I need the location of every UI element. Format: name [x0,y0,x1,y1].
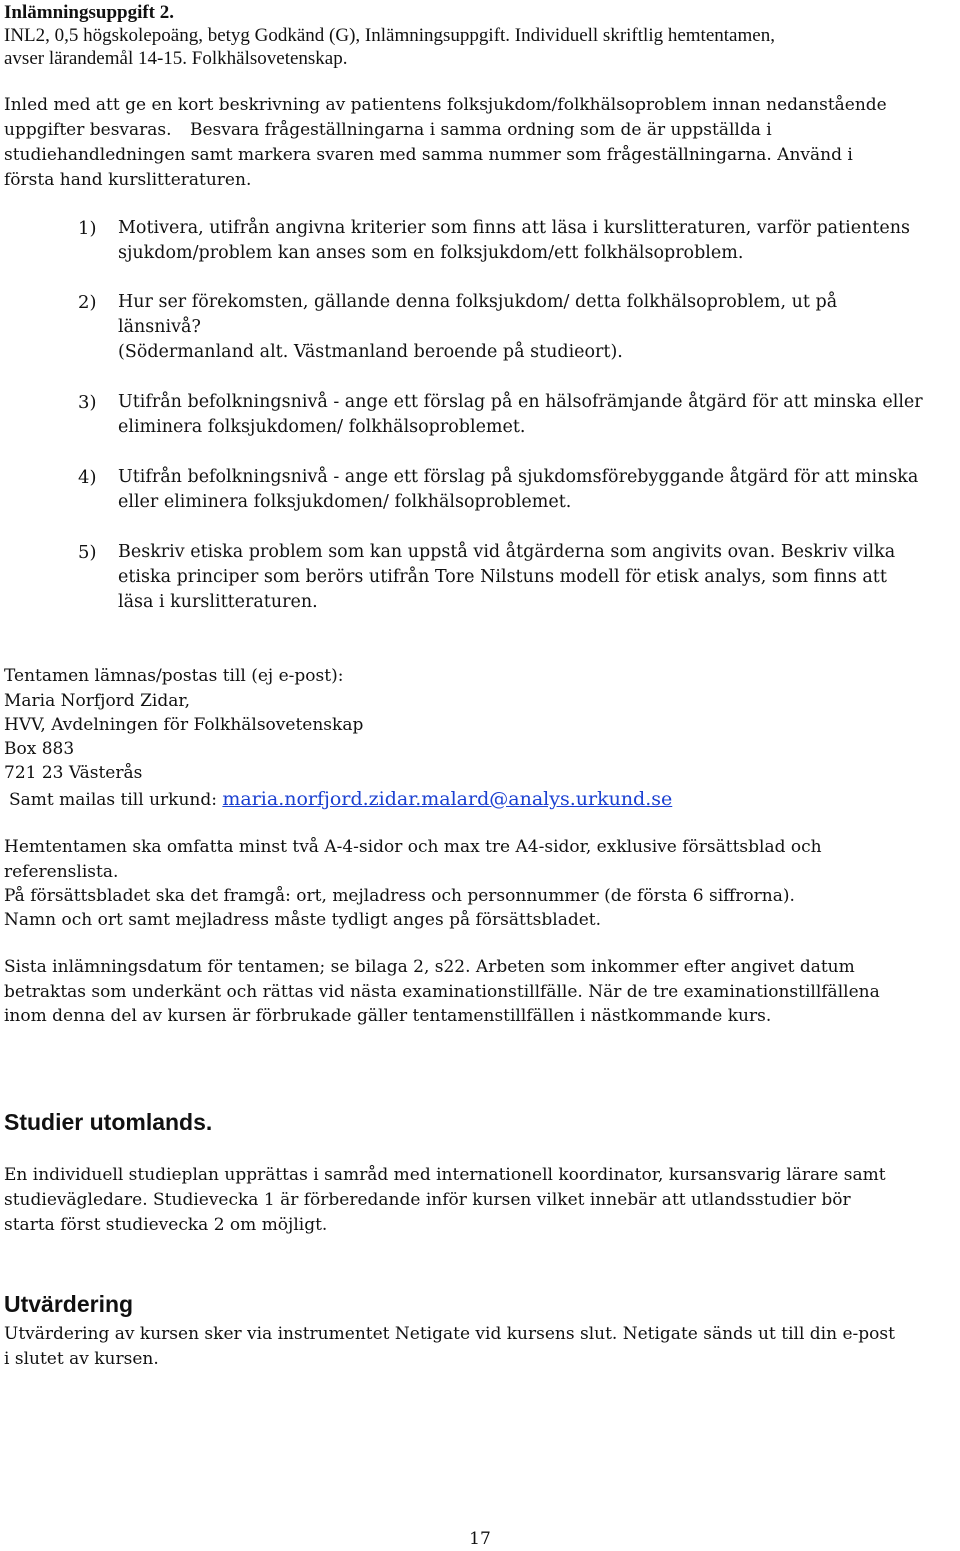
requirements-line-2: referenslista. [4,862,119,882]
question-number: 4) [78,467,97,488]
requirements-line-4: Namn och ort samt mejladress måste tydligt anges på försättsbladet. [4,910,602,930]
question-line: Utifrån befolkningsnivå - ange ett förslag på en hälsofrämjande åtgärd för att minska eller [118,392,923,412]
abroad-line-3: starta först studievecka 2 om möjligt. [4,1215,328,1235]
question-number: 3) [78,392,97,413]
instructions-line-2: uppgifter besvaras. [4,120,172,140]
question-line: Motivera, utifrån angivna kriterier som finns att läsa i kurslitteraturen, varför patientens [118,218,910,238]
mail-row [9,788,672,810]
submission-line-4: Box 883 [4,739,75,759]
submission-line-2: Maria Norfjord Zidar, [4,691,191,711]
evaluation-line-2: i slutet av kursen. [4,1349,159,1369]
page-number: 17 [469,1529,491,1549]
submission-line-3: HVV, Avdelningen för Folkhälsovetenskap [4,715,364,735]
urkund-email-link[interactable]: maria.norfjord.zidar.malard@analys.urkund.se [222,788,673,810]
deadline-line-1: Sista inlämningsdatum för tentamen; se bilaga 2, s22. Arbeten som inkommer efter angivet datum [4,957,855,977]
question-line: eliminera folksjukdomen/ folkhälsoproblemet. [118,417,526,437]
question-line: etiska principer som berörs utifrån Tore Nilstuns modell för etisk analys, som finns att [118,567,887,587]
question-number: 2) [78,292,97,313]
abroad-line-1: En individuell studieplan upprättas i samråd med internationell koordinator, kursansvarig lärare samt [4,1165,886,1185]
evaluation-line-1: Utvärdering av kursen sker via instrumentet Netigate vid kursens slut. Netigate sänds ut till din e-post [4,1324,895,1344]
abroad-heading: Studier utomlands. [4,1109,213,1135]
deadline-line-3: inom denna del av kursen är förbrukade gäller tentamenstillfällen i nästkommande kurs. [4,1006,772,1026]
mail-label: Samt mailas till urkund: [9,790,217,810]
assignment-subtitle-line-2: avser lärandemål 14-15. Folkhälsovetenskap. [4,48,348,69]
instructions-line-5: första hand kurslitteraturen. [4,170,252,190]
question-line: Beskriv etiska problem som kan uppstå vid åtgärderna som angivits ovan. Beskriv vilka [118,542,896,562]
submission-line-1: Tentamen lämnas/postas till (ej e-post): [4,666,344,686]
requirements-line-3: På försättsbladet ska det framgå: ort, mejladress och personnummer (de första 6 siffrorna). [4,886,795,906]
question-line: länsnivå? [118,317,201,337]
question-line: eller eliminera folksjukdomen/ folkhälsoproblemet. [118,492,572,512]
submission-line-5: 721 23 Västerås [4,763,143,783]
question-line: sjukdom/problem kan anses som en folksjukdom/ett folkhälsoproblem. [118,243,744,263]
assignment-title: Inlämningsuppgift 2. [4,2,175,23]
deadline-line-2: betraktas som underkänt och rättas vid nästa examinationstillfälle. När de tre examinationstillfällena [4,982,880,1002]
instructions-line-3: Besvara frågeställningarna i samma ordning som de är uppställda i [190,120,772,140]
question-number: 1) [78,218,97,239]
evaluation-heading: Utvärdering [4,1291,134,1317]
instructions-line-4: studiehandledningen samt markera svaren med samma nummer som frågeställningarna. Använd i [4,145,853,165]
question-number: 5) [78,542,97,563]
requirements-line-1: Hemtentamen ska omfatta minst två A-4-sidor och max tre A4-sidor, exklusive försättsblad och [4,837,822,857]
question-line: Hur ser förekomsten, gällande denna folksjukdom/ detta folkhälsoproblem, ut på [118,292,838,312]
abroad-line-2: studievägledare. Studievecka 1 är förberedande inför kursen vilket innebär att utlandsstudier bör [4,1190,851,1210]
assignment-subtitle-line-1: INL2, 0,5 högskolepoäng, betyg Godkänd (G), Inlämningsuppgift. Individuell skriftlig hemtentamen, [4,25,775,46]
question-line: läsa i kurslitteraturen. [118,592,318,612]
question-line: Utifrån befolkningsnivå - ange ett förslag på sjukdomsförebyggande åtgärd för att minska [118,467,919,487]
instructions-line-1: Inled med att ge en kort beskrivning av patientens folksjukdom/folkhälsoproblem innan nedanstående [4,95,887,115]
question-line: (Södermanland alt. Västmanland beroende på studieort). [118,342,623,362]
